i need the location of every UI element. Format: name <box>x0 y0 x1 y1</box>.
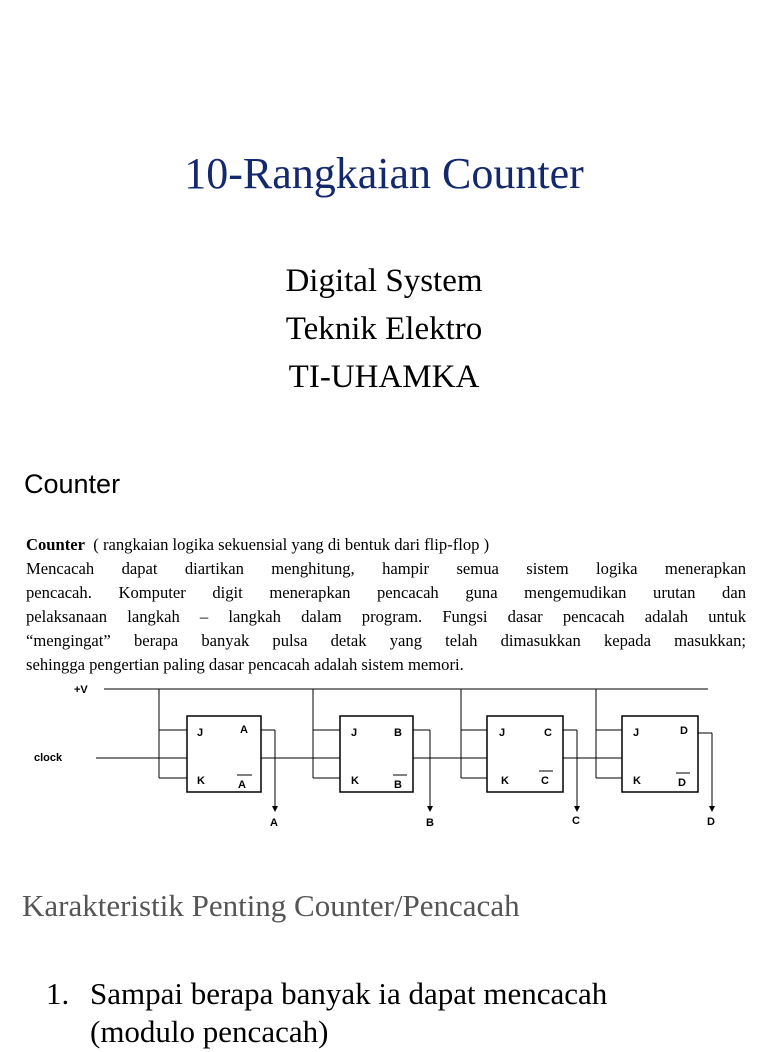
list-item-1 <box>46 974 607 1014</box>
definition-line <box>26 533 746 557</box>
paragraph-line-1: Mencacah dapat diartikan menghitung, hampir semua sistem logika menerapkan <box>26 559 746 578</box>
ff-c-k: K <box>501 775 509 787</box>
slide-title: 10-Rangkaian Counter <box>184 149 584 198</box>
paragraph-line-5: sehingga pengertian paling dasar pencacah adalah sistem memori. <box>26 655 464 674</box>
paragraph-line-2: pencacah. Komputer digit menerapkan pencacah guna mengemudikan urutan dan <box>26 583 746 602</box>
ff-a-j: J <box>197 727 204 739</box>
ff-c-output: C <box>572 815 580 827</box>
counter-definition <box>26 533 746 677</box>
paragraph-line-3: pelaksanaan langkah – langkah dalam program. Fungsi dasar pencacah adalah untuk <box>26 607 746 626</box>
paragraph-line-4: “mengingat” berapa banyak pulsa detak yang telah dimasukkan kepada masukkan; <box>26 631 746 650</box>
ff-b-j: J <box>351 727 358 739</box>
ff-d-j: J <box>633 727 640 739</box>
ff-a-k: K <box>197 775 205 787</box>
subtitle-line-3: TI-UHAMKA <box>288 359 480 395</box>
subtitle-line-2: Teknik Elektro <box>285 311 483 347</box>
ff-b-q: B <box>394 727 402 739</box>
list-item-1-text: Sampai berapa banyak ia dapat mencacah <box>90 976 608 1011</box>
ff-c-qbar: C <box>541 775 549 787</box>
ff-d-q: D <box>680 725 688 737</box>
ff-d-qbar: D <box>678 777 686 789</box>
definition-term: Counter <box>26 535 85 554</box>
counter-heading: Counter <box>24 469 121 499</box>
supply-label: +V <box>74 684 88 696</box>
ff-a-qbar: A <box>238 779 246 791</box>
ff-d-k: K <box>633 775 641 787</box>
list-item-1-continuation: (modulo pencacah) <box>90 1014 329 1049</box>
ff-b-k: K <box>351 775 359 787</box>
clock-label: clock <box>34 752 63 764</box>
flip-flop-b <box>313 689 434 829</box>
ff-a-output: A <box>270 817 278 829</box>
definition-rest: ( rangkaian logika sekuensial yang di bentuk dari flip-flop ) <box>85 535 490 554</box>
ff-a-q: A <box>240 724 248 736</box>
counter-circuit-diagram <box>0 678 768 830</box>
ff-b-qbar: B <box>394 779 402 791</box>
ff-c-j: J <box>499 727 506 739</box>
list-item-1-number: 1. <box>46 976 70 1011</box>
ff-d-output: D <box>707 816 715 828</box>
characteristics-heading: Karakteristik Penting Counter/Pencacah <box>22 888 520 923</box>
flip-flop-a <box>159 689 278 829</box>
ff-c-q: C <box>544 727 552 739</box>
ff-b-output: B <box>426 817 434 829</box>
subtitle-line-1: Digital System <box>285 263 483 299</box>
